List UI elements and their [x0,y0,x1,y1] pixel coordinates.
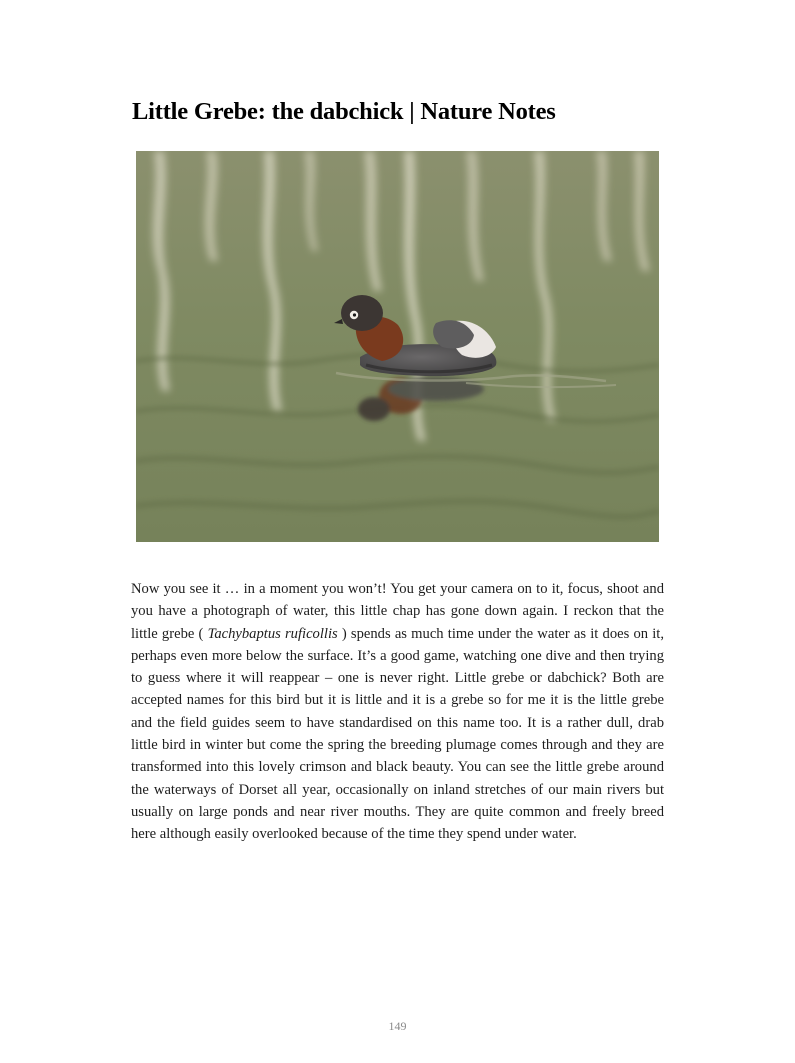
article-paragraph [131,578,664,846]
species-name: Tachybaptus ruficollis [207,625,338,642]
article-text-start: Now you see it … in a moment you won’t! You get your camera on to it, focus, shoot and you have a photograph of water, this little chap has gone down again. I reckon that the little grebe ( [131,581,664,642]
page-number: 149 [388,1019,407,1033]
article-text-end: ) spends as much time under the water as it does on it, perhaps even more below the surface. It’s a good game, watching one dive and then trying to guess where it will reappear – one is never right. Little grebe or dabchick? Both are accepted names for this bird but it is little and it is a grebe so for me it is the little grebe and the field guides seem to have standardised on this name too. It is a rather dull, drab little bird in winter but come the spring the breeding plumage comes through and they are transformed into this lovely crimson and black beauty. You can see the little grebe around the waterways of Dorset all year, occasionally on inland stretches of our main rivers but usually on large ponds and near river mouths. They are quite common and freely breed here although easily overlooked because of the time they spend under water. [131,625,664,843]
little-grebe-photo [136,151,659,542]
page-title: Little Grebe: the dabchick | Nature Notes [132,98,556,125]
